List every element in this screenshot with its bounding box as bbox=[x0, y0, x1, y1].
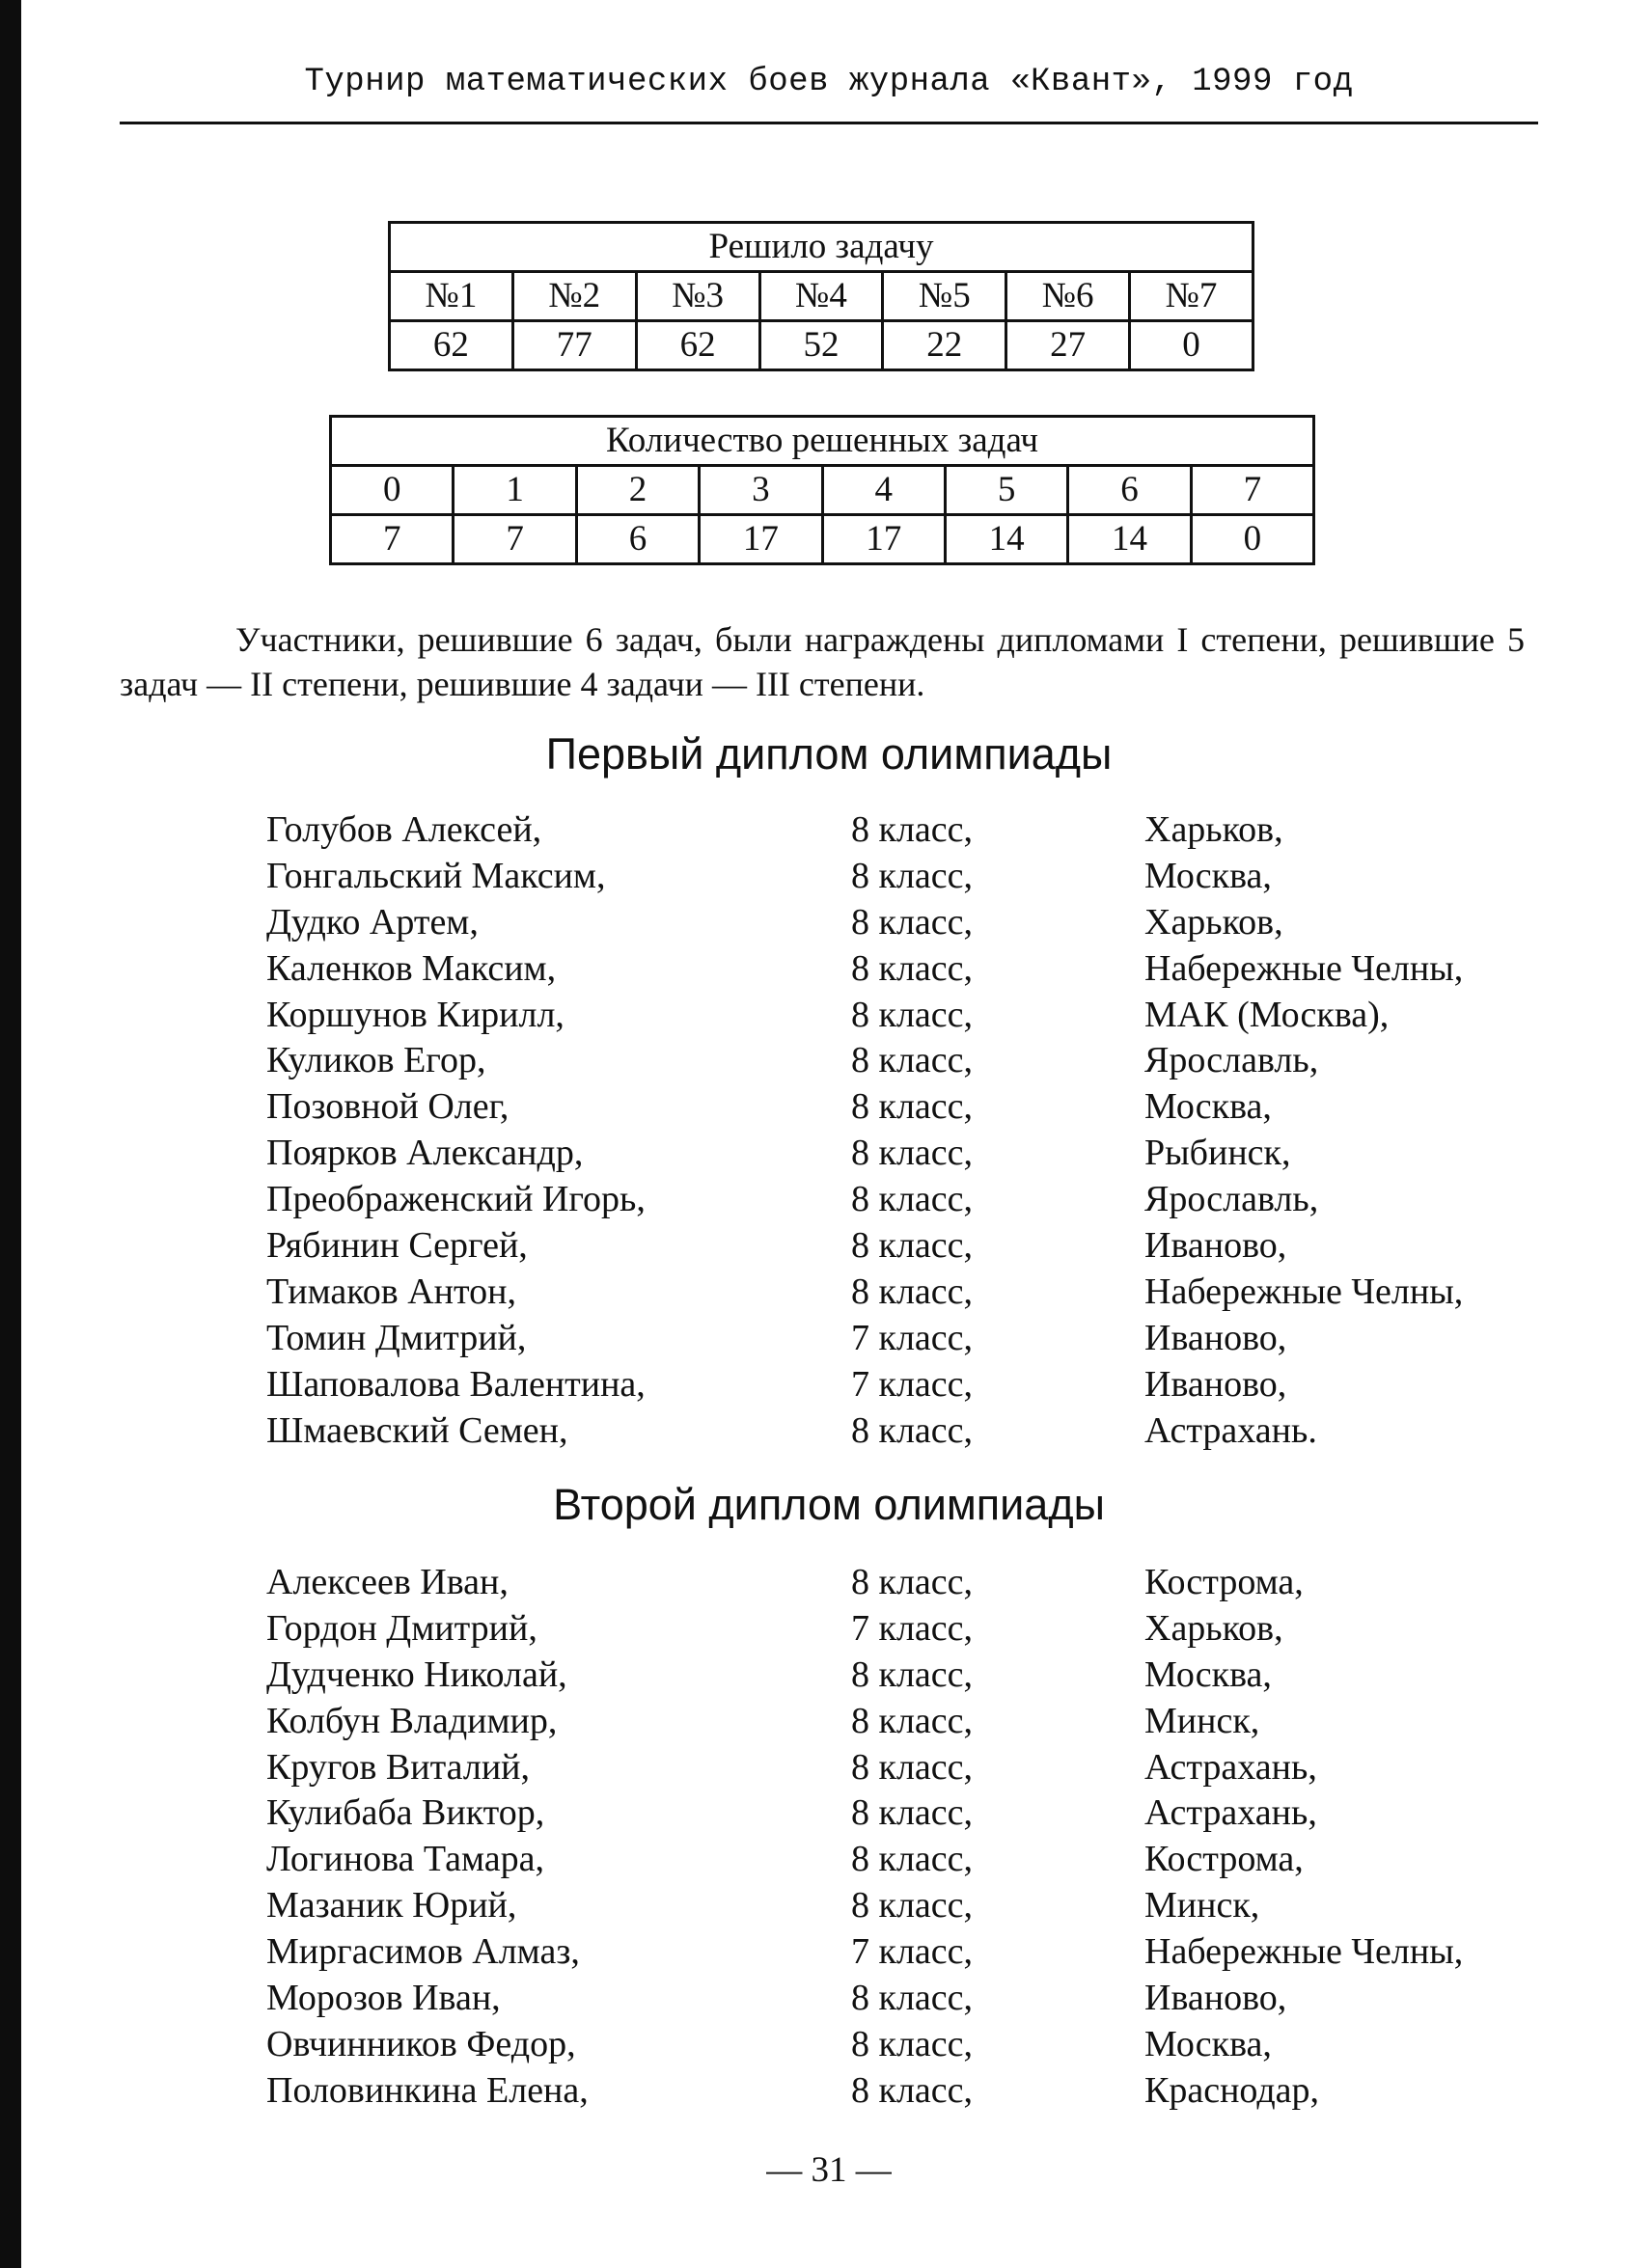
participant-name: Поярков Александр, bbox=[266, 1133, 584, 1174]
intro-paragraph: Участники, решившие 6 задач, были награждены дипломами I степени, решившие 5 задач — II степени, решившие 4 задачи — III степени. bbox=[120, 620, 1525, 703]
count-table-title: Количество решенных задач bbox=[331, 417, 1314, 466]
participant-grade: 8 класс, bbox=[851, 1562, 974, 1602]
table-value-cell: 14 bbox=[945, 515, 1067, 564]
list-item bbox=[266, 1085, 1521, 1132]
table-value-cell: 17 bbox=[700, 515, 822, 564]
participant-grade: 8 класс, bbox=[851, 1839, 974, 1880]
participant-grade: 8 класс, bbox=[851, 1792, 974, 1834]
participant-name: Овчинников Федор, bbox=[266, 2023, 576, 2064]
table-header-cell: 3 bbox=[700, 466, 822, 515]
list-item bbox=[266, 855, 1521, 901]
participant-city: Набережные Челны, bbox=[1144, 1271, 1464, 1312]
participant-city: Москва, bbox=[1144, 1086, 1272, 1128]
participant-city: Набережные Челны, bbox=[1144, 947, 1464, 989]
participant-name: Мазаник Юрий, bbox=[266, 1885, 517, 1926]
participant-city: Москва, bbox=[1144, 1653, 1272, 1695]
list-item bbox=[266, 1132, 1521, 1178]
participant-name: Преображенский Игорь, bbox=[266, 1179, 646, 1220]
participant-city: Набережные Челны, bbox=[1144, 1931, 1464, 1973]
list-item bbox=[266, 947, 1521, 994]
table-value-cell: 22 bbox=[883, 321, 1006, 370]
table-value-cell: 7 bbox=[454, 515, 576, 564]
list-item bbox=[266, 1653, 1521, 1700]
participant-grade: 8 класс, bbox=[851, 901, 974, 943]
table-header-cell: 6 bbox=[1068, 466, 1191, 515]
table-value-cell: 27 bbox=[1006, 321, 1130, 370]
list-item bbox=[266, 808, 1521, 855]
participant-city: Харьков, bbox=[1144, 1607, 1283, 1649]
participant-name: Позовной Олег, bbox=[266, 1086, 510, 1128]
participant-name: Половинкина Елена, bbox=[266, 2069, 589, 2111]
first-diploma-list bbox=[266, 808, 1521, 1455]
participant-name: Шмаевский Семен, bbox=[266, 1409, 568, 1451]
second-diploma-list bbox=[266, 1561, 1521, 2116]
list-item bbox=[266, 1930, 1521, 1977]
table-header-cell: №6 bbox=[1006, 272, 1130, 321]
participant-grade: 8 класс, bbox=[851, 855, 974, 896]
participant-grade: 8 класс, bbox=[851, 1746, 974, 1788]
table-value-cell: 0 bbox=[1191, 515, 1313, 564]
participant-name: Каленков Максим, bbox=[266, 947, 557, 989]
running-header: Турнир математических боев журнала «Квант», 1999 год bbox=[304, 64, 1354, 100]
table-title-row bbox=[390, 223, 1253, 272]
participant-name: Дудченко Николай, bbox=[266, 1653, 567, 1695]
participant-name: Гордон Дмитрий, bbox=[266, 1607, 537, 1649]
list-item bbox=[266, 1791, 1521, 1838]
participant-grade: 8 класс, bbox=[851, 1409, 974, 1451]
participant-city: Астрахань. bbox=[1144, 1409, 1317, 1451]
participant-name: Миргасимов Алмаз, bbox=[266, 1931, 580, 1973]
participant-name: Морозов Иван, bbox=[266, 1978, 501, 2019]
participant-name: Дудко Артем, bbox=[266, 901, 479, 943]
participant-city: Кострома, bbox=[1144, 1562, 1304, 1602]
list-item bbox=[266, 2023, 1521, 2069]
participant-grade: 7 класс, bbox=[851, 1931, 974, 1973]
participant-city: Иваново, bbox=[1144, 1317, 1287, 1358]
participant-city: МАК (Москва), bbox=[1144, 994, 1390, 1035]
first-diploma-title: Первый диплом олимпиады bbox=[545, 729, 1113, 779]
list-item bbox=[266, 1178, 1521, 1224]
participant-city: Иваново, bbox=[1144, 1225, 1287, 1267]
table-value-cell: 77 bbox=[512, 321, 636, 370]
participant-name: Томин Дмитрий, bbox=[266, 1317, 527, 1358]
participant-name: Голубов Алексей, bbox=[266, 809, 542, 850]
solved-count-table bbox=[329, 415, 1315, 565]
participant-city: Харьков, bbox=[1144, 809, 1283, 850]
participant-name: Куликов Егор, bbox=[266, 1040, 486, 1081]
participant-name: Коршунов Кирилл, bbox=[266, 994, 565, 1035]
participant-grade: 8 класс, bbox=[851, 1700, 974, 1741]
participant-grade: 8 класс, bbox=[851, 1179, 974, 1220]
participant-name: Алексеев Иван, bbox=[266, 1562, 509, 1602]
list-item bbox=[266, 1607, 1521, 1653]
solved-table-title: Решило задачу bbox=[390, 223, 1253, 272]
scan-binding-edge bbox=[0, 0, 21, 2268]
table-header-cell: №4 bbox=[759, 272, 883, 321]
table-value-row bbox=[331, 515, 1314, 564]
participant-name: Гонгальский Максим, bbox=[266, 855, 606, 896]
header-rule bbox=[120, 122, 1538, 124]
list-item bbox=[266, 1271, 1521, 1317]
participant-grade: 8 класс, bbox=[851, 1133, 974, 1174]
participant-name: Колбун Владимир, bbox=[266, 1700, 558, 1741]
participant-grade: 8 класс, bbox=[851, 1040, 974, 1081]
list-item bbox=[266, 1317, 1521, 1363]
participant-city: Рыбинск, bbox=[1144, 1133, 1291, 1174]
participant-name: Шаповалова Валентина, bbox=[266, 1363, 646, 1405]
list-item bbox=[266, 901, 1521, 947]
participant-city: Москва, bbox=[1144, 855, 1272, 896]
page-number: — 31 — bbox=[766, 2150, 892, 2190]
participant-city: Иваново, bbox=[1144, 1978, 1287, 2019]
table-value-cell: 62 bbox=[636, 321, 759, 370]
table-header-cell: №3 bbox=[636, 272, 759, 321]
participant-name: Кулибаба Виктор, bbox=[266, 1792, 545, 1834]
list-item bbox=[266, 1746, 1521, 1792]
list-item bbox=[266, 1224, 1521, 1271]
participant-grade: 8 класс, bbox=[851, 947, 974, 989]
table-value-cell: 17 bbox=[822, 515, 945, 564]
table-header-cell: №2 bbox=[512, 272, 636, 321]
list-item bbox=[266, 2069, 1521, 2116]
list-item bbox=[266, 1700, 1521, 1746]
participant-name: Логинова Тамара, bbox=[266, 1839, 545, 1880]
participant-city: Астрахань, bbox=[1144, 1792, 1317, 1834]
participant-city: Харьков, bbox=[1144, 901, 1283, 943]
table-header-cell: №7 bbox=[1130, 272, 1253, 321]
table-header-cell: №1 bbox=[390, 272, 513, 321]
table-value-cell: 7 bbox=[331, 515, 454, 564]
table-value-cell: 52 bbox=[759, 321, 883, 370]
list-item bbox=[266, 1409, 1521, 1456]
list-item bbox=[266, 994, 1521, 1040]
table-header-cell: 5 bbox=[945, 466, 1067, 515]
table-value-row bbox=[390, 321, 1253, 370]
participant-city: Минск, bbox=[1144, 1700, 1260, 1741]
participant-city: Минск, bbox=[1144, 1885, 1260, 1926]
participant-city: Краснодар, bbox=[1144, 2069, 1320, 2111]
table-value-cell: 6 bbox=[576, 515, 699, 564]
participant-city: Кострома, bbox=[1144, 1839, 1304, 1880]
list-item bbox=[266, 1561, 1521, 1607]
participant-grade: 8 класс, bbox=[851, 1653, 974, 1695]
participant-city: Иваново, bbox=[1144, 1363, 1287, 1405]
table-value-cell: 14 bbox=[1068, 515, 1191, 564]
table-header-cell: 4 bbox=[822, 466, 945, 515]
list-item bbox=[266, 1884, 1521, 1930]
table-title-row bbox=[331, 417, 1314, 466]
participant-grade: 8 класс, bbox=[851, 2023, 974, 2064]
second-diploma-title: Второй диплом олимпиады bbox=[553, 1480, 1105, 1529]
participant-city: Ярославль, bbox=[1144, 1179, 1319, 1220]
table-value-cell: 0 bbox=[1130, 321, 1253, 370]
solved-problems-table bbox=[388, 221, 1254, 371]
participant-grade: 8 класс, bbox=[851, 1271, 974, 1312]
participant-grade: 7 класс, bbox=[851, 1317, 974, 1358]
participant-grade: 8 класс, bbox=[851, 994, 974, 1035]
participant-grade: 8 класс, bbox=[851, 1885, 974, 1926]
list-item bbox=[266, 1838, 1521, 1884]
participant-grade: 8 класс, bbox=[851, 809, 974, 850]
table-header-cell: 0 bbox=[331, 466, 454, 515]
table-header-cell: 2 bbox=[576, 466, 699, 515]
participant-city: Ярославль, bbox=[1144, 1040, 1319, 1081]
participant-city: Москва, bbox=[1144, 2023, 1272, 2064]
table-header-row bbox=[390, 272, 1253, 321]
participant-name: Тимаков Антон, bbox=[266, 1271, 516, 1312]
table-value-cell: 62 bbox=[390, 321, 513, 370]
table-header-cell: №5 bbox=[883, 272, 1006, 321]
table-header-cell: 7 bbox=[1191, 466, 1313, 515]
participant-grade: 8 класс, bbox=[851, 1978, 974, 2019]
participant-grade: 8 класс, bbox=[851, 2069, 974, 2111]
participant-grade: 8 класс, bbox=[851, 1086, 974, 1128]
participant-name: Рябинин Сергей, bbox=[266, 1225, 528, 1267]
participant-city: Астрахань, bbox=[1144, 1746, 1317, 1788]
participant-grade: 7 класс, bbox=[851, 1363, 974, 1405]
participant-grade: 8 класс, bbox=[851, 1225, 974, 1267]
participant-grade: 7 класс, bbox=[851, 1607, 974, 1649]
list-item bbox=[266, 1363, 1521, 1409]
list-item bbox=[266, 1977, 1521, 2023]
table-header-row bbox=[331, 466, 1314, 515]
table-header-cell: 1 bbox=[454, 466, 576, 515]
list-item bbox=[266, 1039, 1521, 1085]
participant-name: Кругов Виталий, bbox=[266, 1746, 531, 1788]
